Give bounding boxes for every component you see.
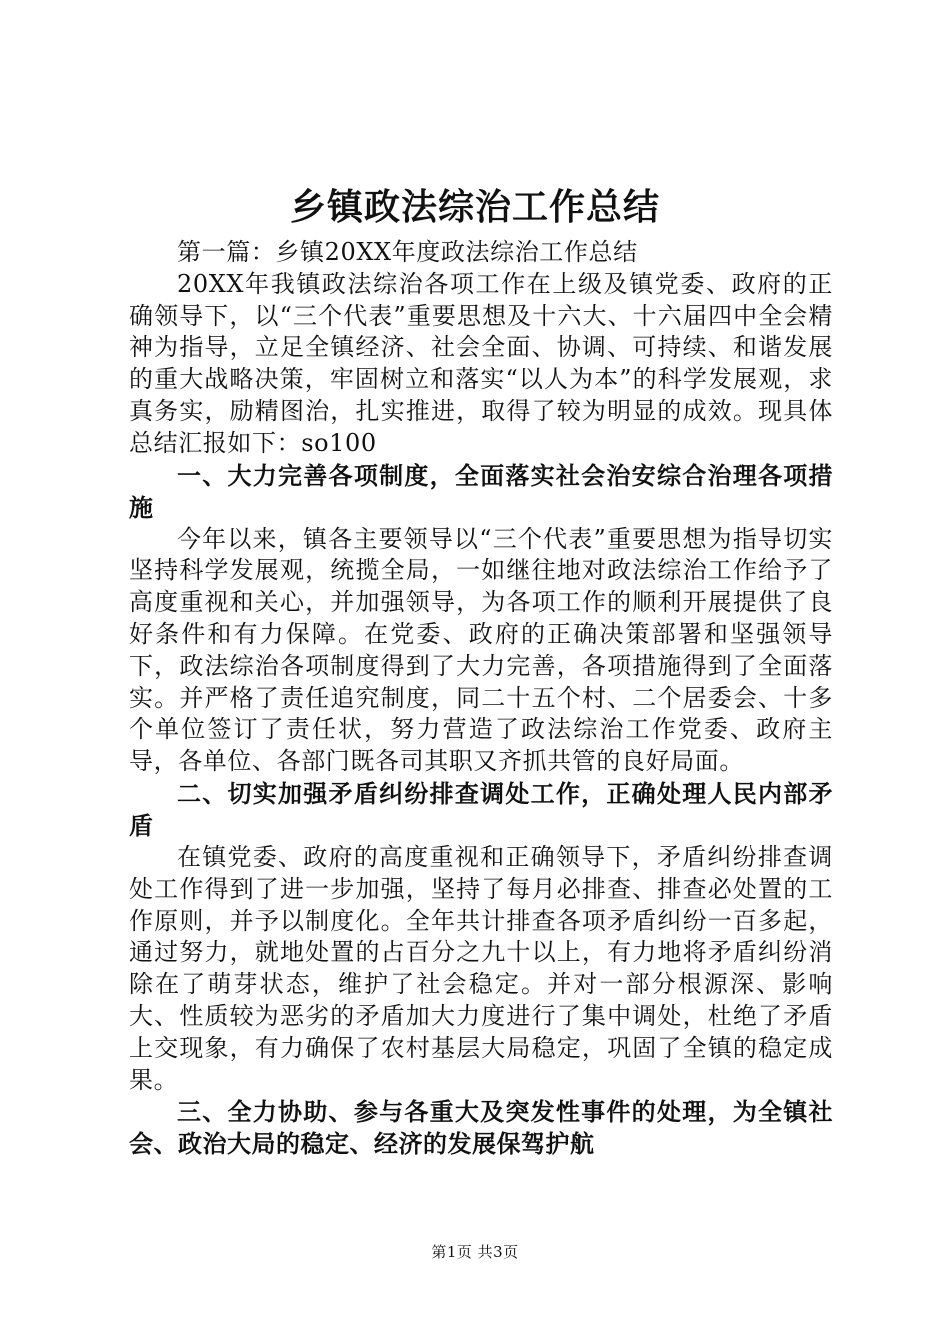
section-paragraph-2: 在镇党委、政府的高度重视和正确领导下，矛盾纠纷排查调处工作得到了进一步加强，坚持了每月必排查、排查必处置的工作原则，并予以制度化。全年共计排查各项矛盾纠纷一百多起，通过努力，就地处置的占百分之九十以上，有力地将矛盾纠纷消除在了萌芽状态，维护了社会稳定。并对一部分根源深、影响大、性质较为恶劣的矛盾加大力度进行了集中调处，杜绝了矛盾上交现象，有力确保了农村基层大局稳定，巩固了全镇的稳定成果。 <box>129 842 833 1094</box>
document-title: 乡镇政法综治工作总结 <box>289 187 660 228</box>
section-heading-3: 三、全力协助、参与各重大及突发性事件的处理，为全镇社会、政治大局的稳定、经济的发展保驾护航 <box>129 1098 833 1159</box>
section-subtitle: 第一篇：乡镇20XX年度政法综治工作总结 <box>177 238 638 266</box>
section-heading-2: 二、切实加强矛盾纠纷排查调处工作，正确处理人民内部矛盾 <box>129 779 833 840</box>
document-body <box>129 237 833 1160</box>
page-footer: 第1页 共3页 <box>431 1243 519 1261</box>
intro-paragraph: 20XX年我镇政法综治各项工作在上级及镇党委、政府的正确领导下，以“三个代表”重要思想及十六大、十六届四中全会精神为指导，立足全镇经济、社会全面、协调、可持续、和谐发展的重大战略决策，牢固树立和落实“以人为本”的科学发展观，求真务实，励精图治，扎实推进，取得了较为明显的成效。现具体总结汇报如下：so100 <box>129 269 833 457</box>
section-paragraph-1: 今年以来，镇各主要领导以“三个代表”重要思想为指导切实坚持科学发展观，统揽全局，一如继往地对政法综治工作给予了高度重视和关心，并加强领导，为各项工作的顺利开展提供了良好条件和有力保障。在党委、政府的正确决策部署和坚强领导下，政法综治各项制度得到了大力完善，各项措施得到了全面落实。并严格了责任追究制度，同二十五个村、二个居委会、十多个单位签订了责任状，努力营造了政法综治工作党委、政府主导，各单位、各部门既各司其职又齐抓共管的良好局面。 <box>129 524 833 776</box>
section-heading-1: 一、大力完善各项制度，全面落实社会治安综合治理各项措施 <box>129 461 833 522</box>
